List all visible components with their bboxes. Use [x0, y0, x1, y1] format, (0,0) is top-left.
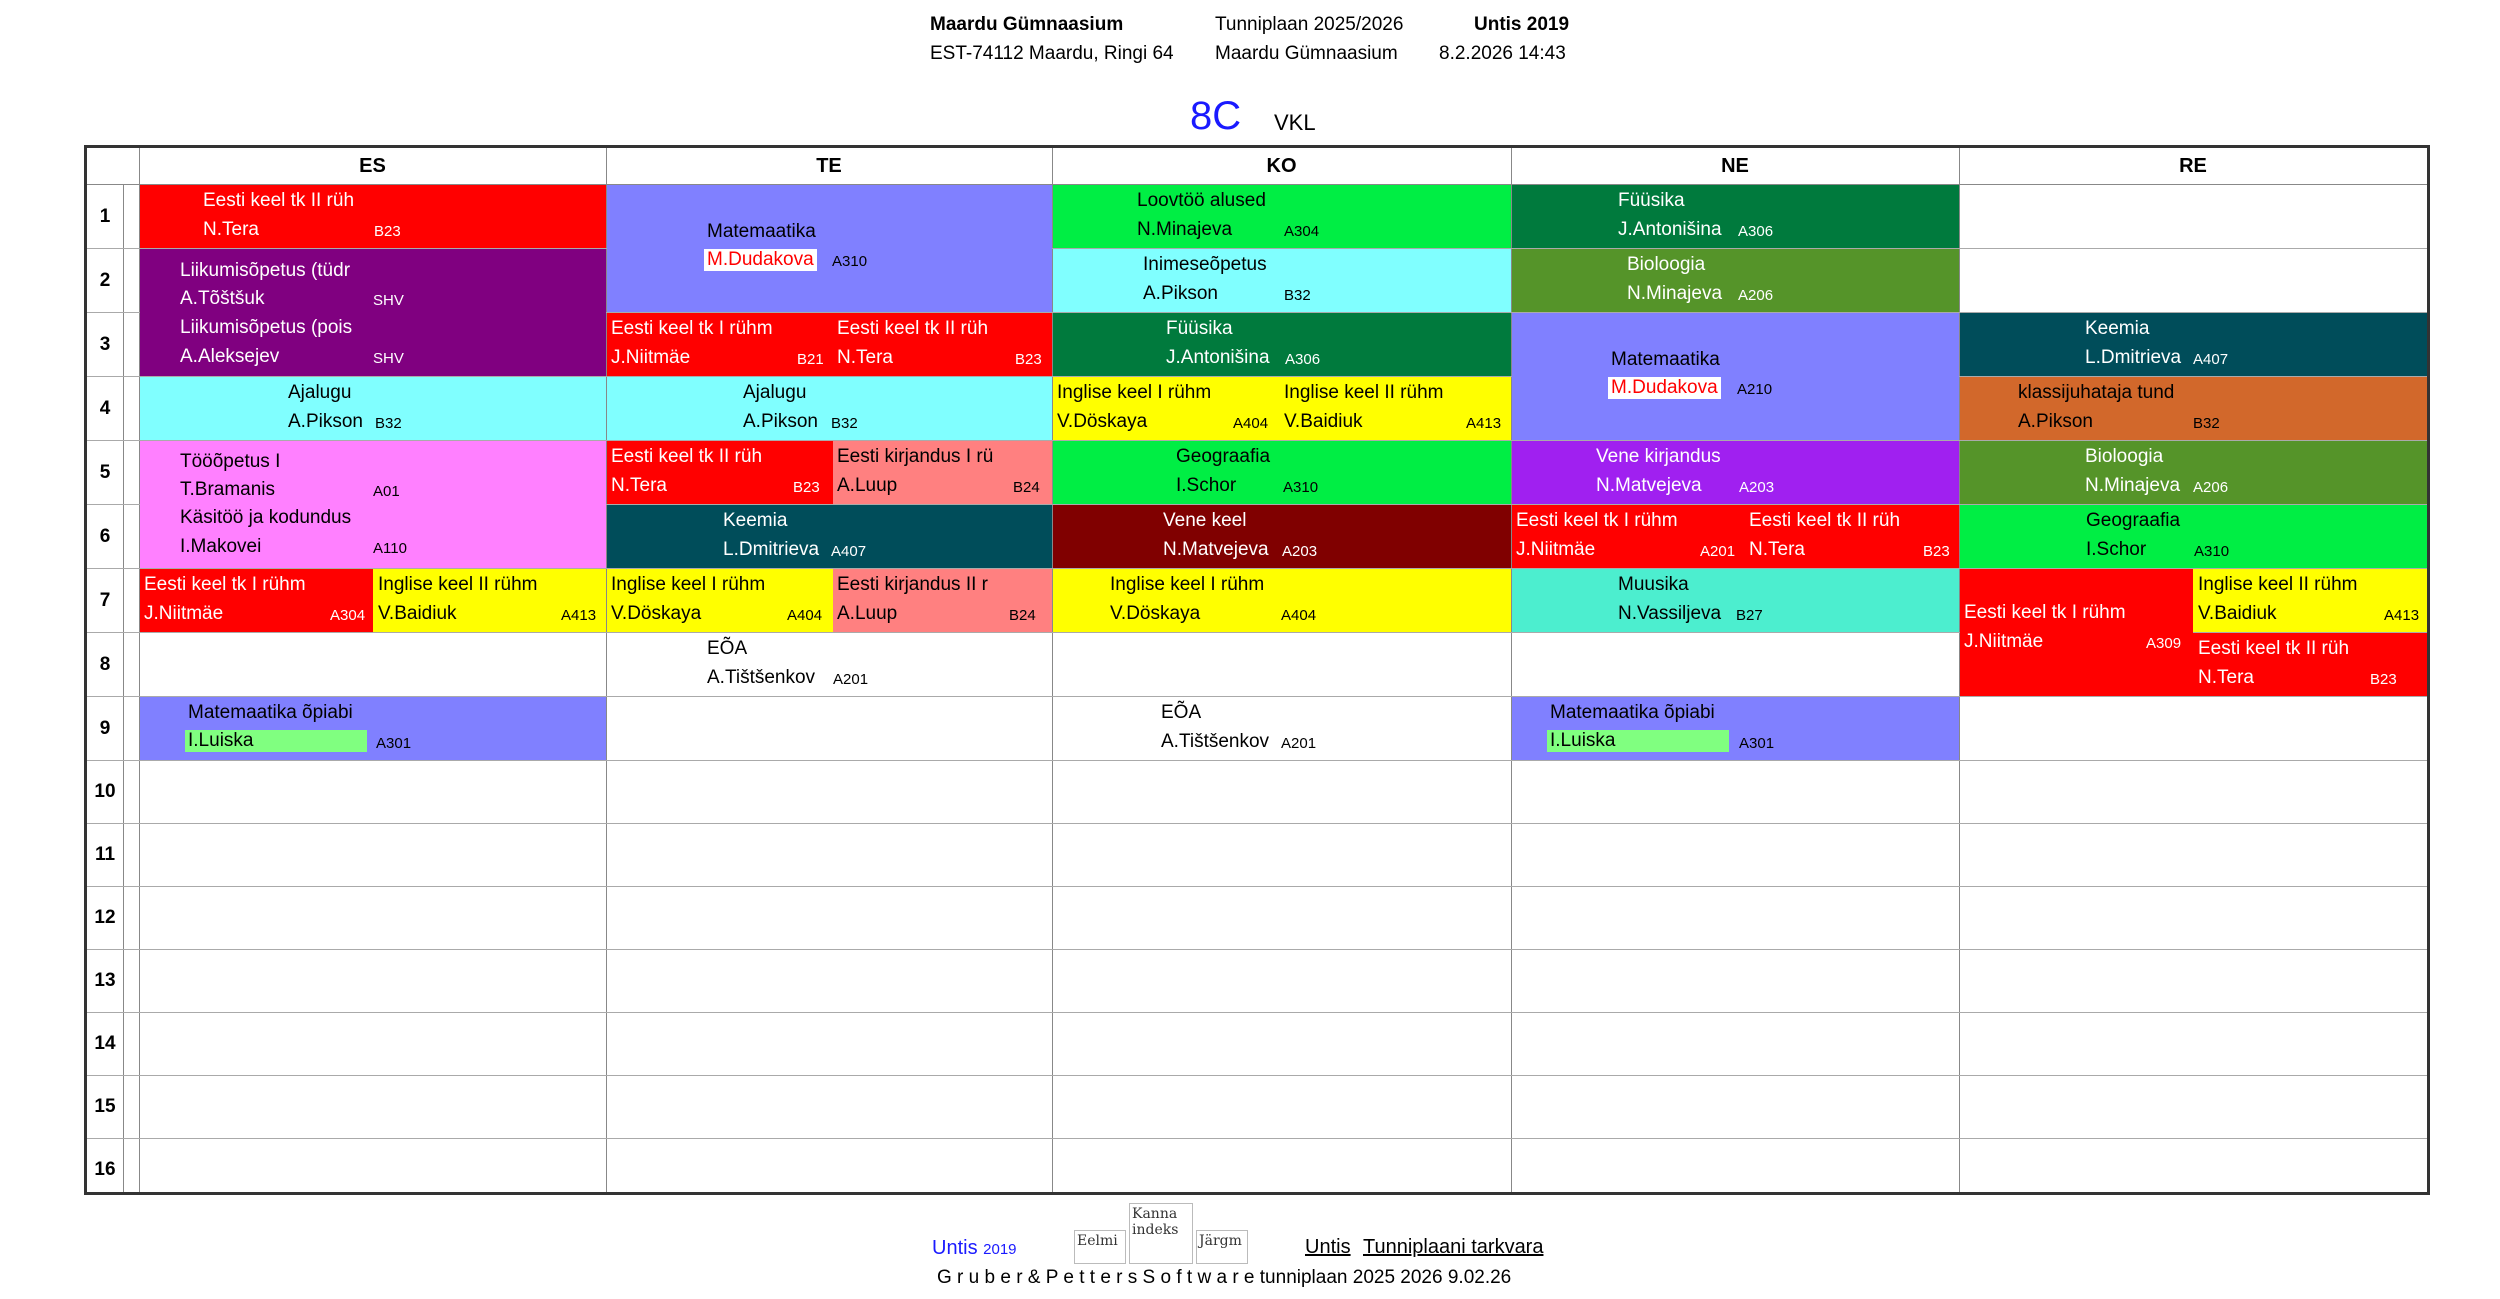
- lesson-subject: Bioloogia: [2085, 446, 2164, 467]
- lesson-subject: Käsitöö ja kodundus: [180, 507, 352, 528]
- lesson-teacher: I.Makovei: [180, 536, 262, 557]
- school-name-2: Maardu Gümnaasium: [1215, 43, 1398, 64]
- timetable-grid: [84, 145, 2430, 1195]
- lesson-cell[interactable]: [1512, 441, 1959, 504]
- lesson-subject: Inglise keel II rühm: [2198, 574, 2358, 595]
- lesson-teacher: I.Luiska: [185, 730, 367, 752]
- lesson-subject: Eesti keel tk II rüh: [1749, 510, 1901, 531]
- lesson-room: B32: [2193, 415, 2220, 432]
- lesson-room: A206: [2193, 479, 2229, 496]
- lesson-subject: Eesti keel tk I rühm: [611, 318, 773, 339]
- lesson-subject: klassijuhataja tund: [2018, 382, 2175, 403]
- lesson-subject: Tööõpetus I: [180, 451, 281, 472]
- lesson-subject: Eesti keel tk I rühm: [1964, 602, 2126, 623]
- period-number: 11: [94, 844, 116, 865]
- lesson-cell[interactable]: [140, 185, 606, 248]
- lesson-cell[interactable]: [1053, 313, 1511, 376]
- lesson-teacher: J.Antonišina: [1166, 347, 1270, 368]
- lesson-room: A413: [1466, 415, 1502, 432]
- lesson-room: A309: [2146, 635, 2182, 652]
- lesson-cell[interactable]: [607, 313, 833, 376]
- lesson-cell[interactable]: [1512, 569, 1959, 632]
- lesson-subject: Keemia: [2085, 318, 2150, 339]
- lesson-subject: Inimeseõpetus: [1143, 254, 1267, 275]
- lesson-room: A306: [1738, 223, 1774, 240]
- lesson-room: A203: [1282, 543, 1318, 560]
- period-number: 2: [99, 270, 111, 291]
- lesson-subject: Matemaatika: [707, 221, 816, 242]
- lesson-teacher: A.Luup: [837, 475, 898, 496]
- lesson-room: A206: [1738, 287, 1774, 304]
- lesson-subject: Inglise keel I rühm: [611, 574, 766, 595]
- lesson-teacher: A.Pikson: [743, 411, 818, 432]
- timetable-software-link[interactable]: Tunniplaani tarkvara: [1363, 1236, 1544, 1258]
- lesson-subject: Matemaatika: [1611, 349, 1720, 370]
- lesson-subject: Liikumisõpetus (tüdr: [180, 260, 351, 281]
- lesson-cell[interactable]: [607, 441, 833, 504]
- lesson-room: B23: [2370, 671, 2397, 688]
- lesson-teacher: N.Tera: [1749, 539, 1805, 560]
- day-header-re: RE: [2179, 155, 2207, 177]
- lesson-cell[interactable]: [1053, 185, 1511, 248]
- lesson-cell[interactable]: [607, 569, 833, 632]
- lesson-teacher: N.Tera: [611, 475, 667, 496]
- lesson-subject: Geograafia: [1176, 446, 1271, 467]
- lesson-teacher: A.Aleksejev: [180, 346, 280, 367]
- lesson-teacher: L.Dmitrieva: [2085, 347, 2182, 368]
- lesson-subject: Matemaatika õpiabi: [1550, 702, 1715, 723]
- lesson-cell[interactable]: [1053, 569, 1511, 632]
- lesson-subject: Eesti keel tk II rüh: [2198, 638, 2350, 659]
- lesson-teacher: J.Antonišina: [1618, 219, 1722, 240]
- lesson-room: SHV: [373, 350, 404, 367]
- school-address: EST-74112 Maardu, Ringi 64: [930, 43, 1174, 64]
- lesson-room: A310: [832, 253, 868, 270]
- next-image-link[interactable]: [1196, 1230, 1248, 1264]
- lesson-room: A413: [561, 607, 597, 624]
- lesson-room: A404: [787, 607, 823, 624]
- grid-line: [87, 1012, 2427, 1013]
- lesson-subject: Matemaatika õpiabi: [188, 702, 353, 723]
- grid-line: [87, 1138, 2427, 1139]
- period-number: 4: [99, 398, 111, 419]
- lesson-teacher: I.Schor: [2086, 539, 2147, 560]
- lesson-cell[interactable]: [1960, 313, 2427, 376]
- lesson-cell[interactable]: [607, 505, 1052, 568]
- lesson-cell[interactable]: [1960, 377, 2427, 440]
- lesson-cell[interactable]: [140, 569, 373, 632]
- lesson-teacher: N.Matvejeva: [1596, 475, 1702, 496]
- lesson-subject: Keemia: [723, 510, 788, 531]
- lesson-teacher: A.Pikson: [288, 411, 363, 432]
- lesson-cell[interactable]: [1512, 249, 1959, 312]
- lesson-room: B23: [374, 223, 401, 240]
- lesson-subject: Eesti keel tk II rüh: [837, 318, 989, 339]
- lesson-room: B23: [793, 479, 820, 496]
- lesson-teacher: A.Tištšenkov: [1161, 731, 1270, 752]
- lesson-cell[interactable]: [1053, 697, 1511, 760]
- lesson-teacher: V.Baidiuk: [378, 603, 457, 624]
- lesson-cell[interactable]: [2193, 569, 2427, 632]
- lesson-teacher: V.Döskaya: [1057, 411, 1148, 432]
- lesson-subject: Eesti keel tk I rühm: [1516, 510, 1678, 531]
- lesson-subject: Inglise keel I rühm: [1057, 382, 1212, 403]
- period-number: 3: [99, 334, 111, 355]
- lesson-room: A210: [1737, 381, 1773, 398]
- lesson-teacher: J.Niitmäe: [611, 347, 691, 368]
- lesson-teacher: J.Niitmäe: [1964, 631, 2044, 652]
- grid-line: [87, 949, 2427, 950]
- lesson-teacher: N.Vassiljeva: [1618, 603, 1722, 624]
- lesson-teacher: I.Schor: [1176, 475, 1237, 496]
- lesson-cell[interactable]: [833, 441, 1052, 504]
- lesson-teacher: I.Luiska: [1547, 730, 1729, 752]
- lesson-subject: Eesti kirjandus I rü: [837, 446, 994, 467]
- footer-credit: [937, 1267, 1511, 1289]
- period-number: 13: [94, 970, 116, 991]
- lesson-cell[interactable]: [1745, 505, 1959, 568]
- previous-image-link[interactable]: [1074, 1230, 1126, 1264]
- untis-link[interactable]: Untis: [1305, 1236, 1351, 1258]
- lesson-room: B32: [1284, 287, 1311, 304]
- lesson-subject: Inglise keel II rühm: [1284, 382, 1444, 403]
- grid-line: [87, 823, 2427, 824]
- period-number: 6: [99, 526, 111, 547]
- lesson-room: A304: [1284, 223, 1320, 240]
- lesson-cell[interactable]: [140, 249, 606, 376]
- index-image-link[interactable]: [1129, 1203, 1193, 1264]
- plan-title: Tunniplaan 2025/2026: [1215, 14, 1404, 35]
- lesson-room: A301: [376, 735, 412, 752]
- lesson-cell[interactable]: [833, 313, 1052, 376]
- class-name: 8C: [1190, 94, 1242, 138]
- lesson-subject: Eesti keel tk I rühm: [144, 574, 306, 595]
- day-header-ko: KO: [1266, 155, 1297, 177]
- lesson-cell[interactable]: [1279, 377, 1511, 440]
- grid-line: [87, 760, 2427, 761]
- lesson-subject: EÕA: [1161, 702, 1202, 723]
- lesson-cell[interactable]: [1512, 505, 1745, 568]
- period-number: 5: [99, 462, 111, 483]
- footer-plan-info: tunniplaan 2025 2026 9.02.26: [1259, 1267, 1512, 1288]
- index-image-alt: Kanna indeks: [1132, 1206, 1179, 1238]
- footer-company: G r u b e r & P e t t e r s S o f t w a r e: [937, 1267, 1255, 1288]
- day-header-es: ES: [359, 155, 386, 177]
- footer-untis: [932, 1237, 1017, 1260]
- lesson-subject: Inglise keel I rühm: [1110, 574, 1265, 595]
- lesson-cell[interactable]: [1960, 441, 2427, 504]
- lesson-teacher: J.Niitmäe: [1516, 539, 1596, 560]
- lesson-room: A310: [1283, 479, 1319, 496]
- lesson-room: A203: [1739, 479, 1775, 496]
- lesson-teacher: V.Baidiuk: [2198, 603, 2277, 624]
- previous-image-alt: Eelmi: [1077, 1233, 1118, 1249]
- lesson-teacher: N.Matvejeva: [1163, 539, 1269, 560]
- lesson-subject: Eesti keel tk II rüh: [203, 190, 355, 211]
- lesson-teacher: T.Bramanis: [180, 479, 276, 500]
- lesson-room: A301: [1739, 735, 1775, 752]
- lesson-room: B24: [1009, 607, 1036, 624]
- lesson-cell[interactable]: [833, 569, 1052, 632]
- lesson-subject: Muusika: [1618, 574, 1689, 595]
- lesson-room: A110: [373, 540, 407, 557]
- lesson-teacher: N.Tera: [203, 219, 259, 240]
- lesson-cell[interactable]: [1053, 505, 1511, 568]
- lesson-subject: Füüsika: [1618, 190, 1685, 211]
- lesson-cell[interactable]: [607, 633, 1052, 696]
- lesson-subject: Geograafia: [2086, 510, 2181, 531]
- lesson-teacher: N.Tera: [837, 347, 893, 368]
- grid-line: [123, 184, 124, 1192]
- lesson-teacher: A.Tištšenkov: [707, 667, 816, 688]
- class-teacher: VKL: [1274, 110, 1316, 135]
- untis-version: Untis 2019: [1474, 14, 1570, 35]
- lesson-cell[interactable]: [1960, 569, 2193, 696]
- lesson-teacher: N.Tera: [2198, 667, 2254, 688]
- lesson-subject: Bioloogia: [1627, 254, 1706, 275]
- lesson-room: A01: [373, 483, 400, 500]
- lesson-cell[interactable]: [1512, 185, 1959, 248]
- lesson-teacher: N.Minajeva: [2085, 475, 2181, 496]
- period-number: 7: [99, 590, 111, 611]
- lesson-room: B23: [1015, 351, 1042, 368]
- lesson-room: A306: [1285, 351, 1321, 368]
- period-number: 16: [94, 1159, 116, 1180]
- lesson-cell[interactable]: [1512, 697, 1959, 760]
- lesson-room: A413: [2384, 607, 2420, 624]
- lesson-cell[interactable]: [373, 569, 606, 632]
- next-image-alt: Järgm: [1199, 1233, 1242, 1249]
- lesson-room: A407: [831, 543, 867, 560]
- lesson-teacher: V.Baidiuk: [1284, 411, 1363, 432]
- lesson-cell[interactable]: [1053, 377, 1279, 440]
- lesson-room: B23: [1923, 543, 1950, 560]
- lesson-teacher: A.Pikson: [2018, 411, 2093, 432]
- lesson-room: B32: [831, 415, 858, 432]
- period-number: 10: [94, 781, 116, 802]
- lesson-subject: Inglise keel II rühm: [378, 574, 538, 595]
- lesson-teacher: N.Minajeva: [1137, 219, 1233, 240]
- period-number: 15: [94, 1096, 116, 1117]
- print-date: 8.2.2026 14:43: [1439, 43, 1566, 64]
- lesson-cell[interactable]: [140, 697, 606, 760]
- lesson-subject: Füüsika: [1166, 318, 1233, 339]
- lesson-room: A310: [2194, 543, 2230, 560]
- lesson-room: B32: [375, 415, 402, 432]
- lesson-cell[interactable]: [1053, 249, 1511, 312]
- lesson-teacher: A.Luup: [837, 603, 898, 624]
- lesson-teacher: A.Tõštšuk: [180, 288, 265, 309]
- lesson-cell[interactable]: [140, 377, 606, 440]
- lesson-cell[interactable]: [1512, 313, 1959, 440]
- lesson-teacher: M.Dudakova: [1608, 377, 1721, 399]
- grid-line: [87, 886, 2427, 887]
- lesson-cell[interactable]: [1053, 441, 1511, 504]
- lesson-room: A304: [330, 607, 366, 624]
- lesson-room: SHV: [373, 292, 404, 309]
- lesson-cell[interactable]: [607, 377, 1052, 440]
- lesson-teacher: V.Döskaya: [1110, 603, 1201, 624]
- lesson-cell[interactable]: [140, 441, 606, 568]
- lesson-subject: Loovtöö alused: [1137, 190, 1266, 211]
- lesson-teacher: M.Dudakova: [704, 249, 817, 271]
- lesson-cell[interactable]: [2193, 633, 2427, 696]
- period-number: 9: [99, 718, 111, 739]
- day-header-te: TE: [816, 155, 842, 177]
- lesson-teacher: J.Niitmäe: [144, 603, 224, 624]
- period-number: 8: [99, 654, 111, 675]
- period-number: 12: [94, 907, 116, 928]
- lesson-room: A404: [1281, 607, 1317, 624]
- lesson-subject: Vene keel: [1163, 510, 1247, 531]
- school-name: Maardu Gümnaasium: [930, 14, 1124, 35]
- lesson-subject: Vene kirjandus: [1596, 446, 1721, 467]
- grid-line: [87, 1075, 2427, 1076]
- lesson-teacher: A.Pikson: [1143, 283, 1218, 304]
- lesson-room: A407: [2193, 351, 2229, 368]
- lesson-cell[interactable]: [607, 185, 1052, 312]
- lesson-subject: Ajalugu: [743, 382, 807, 403]
- lesson-subject: Eesti keel tk II rüh: [611, 446, 763, 467]
- lesson-room: A201: [833, 671, 869, 688]
- day-header-ne: NE: [1721, 155, 1749, 177]
- lesson-room: A201: [1281, 735, 1317, 752]
- lesson-teacher: L.Dmitrieva: [723, 539, 820, 560]
- period-number: 14: [94, 1033, 116, 1054]
- lesson-room: B27: [1736, 607, 1763, 624]
- lesson-room: A404: [1233, 415, 1269, 432]
- lesson-room: B21: [797, 351, 824, 368]
- lesson-teacher: V.Döskaya: [611, 603, 702, 624]
- footer-untis-label: Untis: [932, 1237, 978, 1259]
- lesson-subject: EÕA: [707, 638, 748, 659]
- lesson-cell[interactable]: [1960, 505, 2427, 568]
- lesson-subject: Ajalugu: [288, 382, 352, 403]
- period-number: 1: [99, 206, 111, 227]
- lesson-teacher: N.Minajeva: [1627, 283, 1723, 304]
- lesson-room: A201: [1700, 543, 1736, 560]
- lesson-subject: Liikumisõpetus (pois: [180, 317, 353, 338]
- lesson-subject: Eesti kirjandus II r: [837, 574, 988, 595]
- footer-untis-year: 2019: [983, 1241, 1017, 1258]
- lesson-room: B24: [1013, 479, 1040, 496]
